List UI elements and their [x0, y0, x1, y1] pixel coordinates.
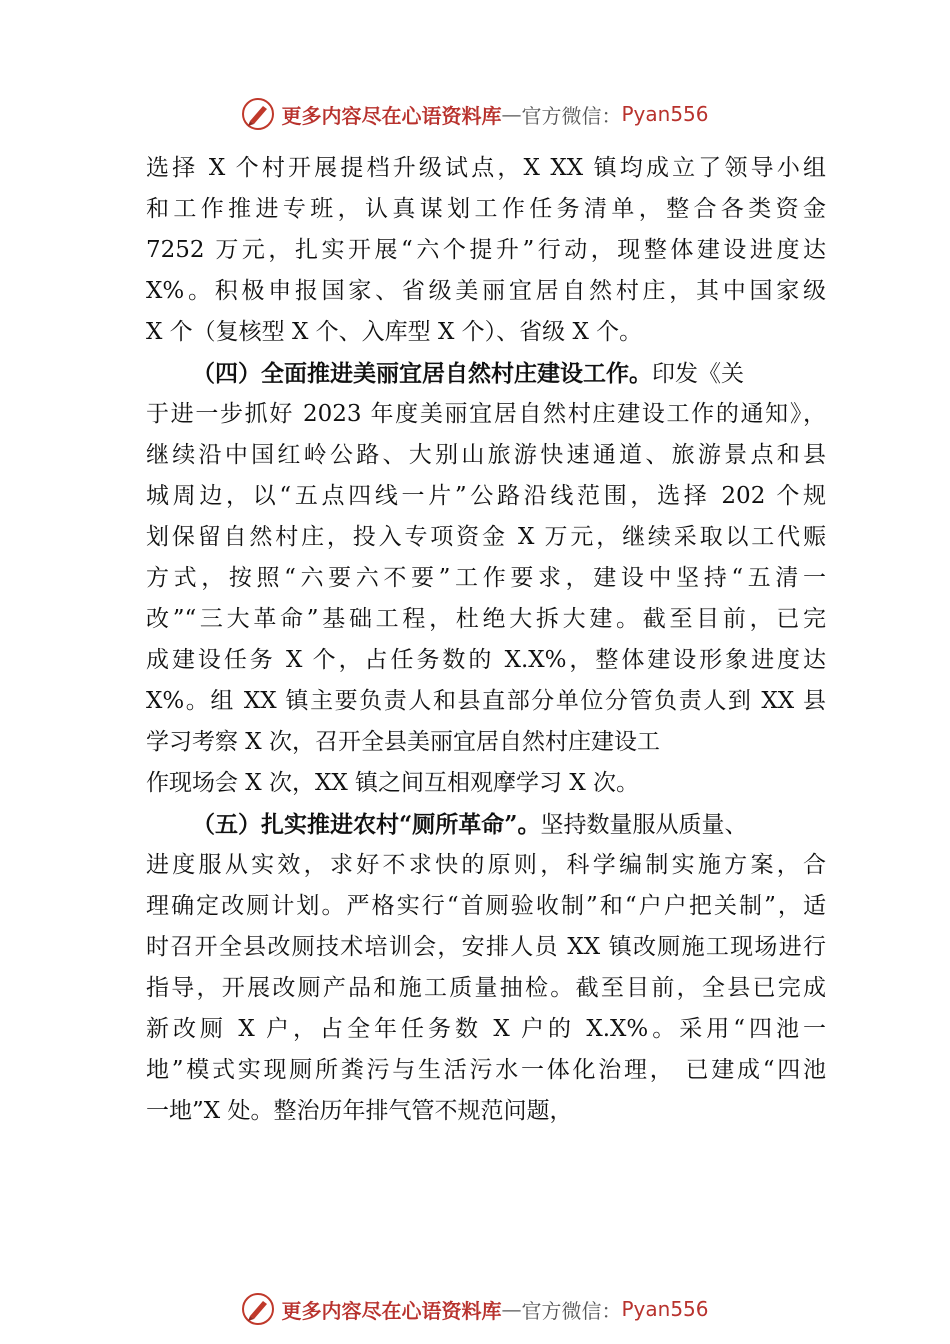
paragraph-first-line [146, 804, 826, 845]
text-line: 继续沿中国红岭公路、大别山旅游快速通道、旅游景点和县 [146, 442, 826, 468]
text-line: 划保留自然村庄，投入专项资金 X 万元，继续采取以工代赈 [146, 524, 826, 550]
text-line: X%。组 XX 镇主要负责人和县直部分单位分管负责人到 XX 县 [146, 688, 826, 714]
paragraph-first-line [146, 353, 826, 394]
banner-dash: — [501, 102, 522, 126]
pen-logo-icon [241, 1292, 275, 1326]
text-run: 印发《关 [652, 361, 744, 387]
text-line: X%。积极申报国家、省级美丽宜居自然村庄，其中国家级 [146, 278, 826, 304]
banner-wechat-id: Pyan556 [621, 1297, 709, 1321]
document-body [146, 148, 826, 1132]
text-line: 和工作推进专班，认真谋划工作任务清单，整合各类资金 [146, 196, 826, 222]
text-line: 方式，按照“六要六不要”工作要求，建设中坚持“五清一 [146, 565, 826, 591]
text-line: 进度服从实效，求好不求快的原则，科学编制实施方案，合 [146, 852, 826, 878]
section-heading-4: （四）全面推进美丽宜居自然村庄建设工作。 [192, 360, 652, 387]
text-line: 学习考察 X 次，召开全县美丽宜居自然村庄建设工 [146, 729, 660, 755]
section-heading-5: （五）扎实推进农村“厕所革命”。 [192, 811, 541, 838]
text-line: 一地”X 处。整治历年排气管不规范问题， [146, 1098, 573, 1124]
banner-wechat-id: Pyan556 [621, 102, 709, 126]
text-line: 选择 X 个村开展提档升级试点，X XX 镇均成立了领导小组 [146, 155, 826, 181]
banner-official-label: 官方微信： [521, 1298, 622, 1323]
banner-dash: — [501, 1297, 522, 1321]
text-line: 新改厕 X 户，占全年任务数 X 户的 X.X%。采用“四池一 [146, 1016, 826, 1042]
text-line: 成建设任务 X 个，占任务数的 X.X%，整体建设形象进度达 [146, 647, 826, 673]
text-line: 指导，开展改厕产品和施工质量抽检。截至目前，全县已完成 [146, 975, 826, 1001]
text-line: 理确定改厕计划。严格实行“首厕验收制”和“户户把关制”，适 [146, 893, 826, 919]
banner-official-label: 官方微信： [521, 103, 622, 128]
text-line: 作现场会 X 次，XX 镇之间互相观摩学习 X 次。 [146, 770, 640, 796]
text-line: 于进一步抓好 2023 年度美丽宜居自然村庄建设工作的通知》， [146, 401, 826, 427]
text-line: 改”“三大革命”基础工程，杜绝大拆大建。截至目前，已完 [146, 606, 826, 632]
text-run: 坚持数量服从质量、 [540, 812, 748, 838]
text-line: X 个（复核型 X 个、入库型 X 个）、省级 X 个。 [146, 319, 643, 345]
banner-title: 更多内容尽在心语资料库 [281, 103, 502, 128]
text-line: 时召开全县改厕技术培训会，安排人员 XX 镇改厕施工现场进行 [146, 934, 826, 960]
text-line: 地”模式实现厕所粪污与生活污水一体化治理， 已建成“四池 [146, 1057, 826, 1083]
footer-banner [0, 1289, 950, 1329]
banner-title: 更多内容尽在心语资料库 [281, 1298, 502, 1323]
pen-logo-icon [241, 97, 275, 131]
text-line: 7252 万元，扎实开展“六个提升”行动，现整体建设进度达 [146, 237, 826, 263]
header-banner [0, 94, 950, 134]
text-line: 城周边，以“五点四线一片”公路沿线范围，选择 202 个规 [146, 483, 826, 509]
